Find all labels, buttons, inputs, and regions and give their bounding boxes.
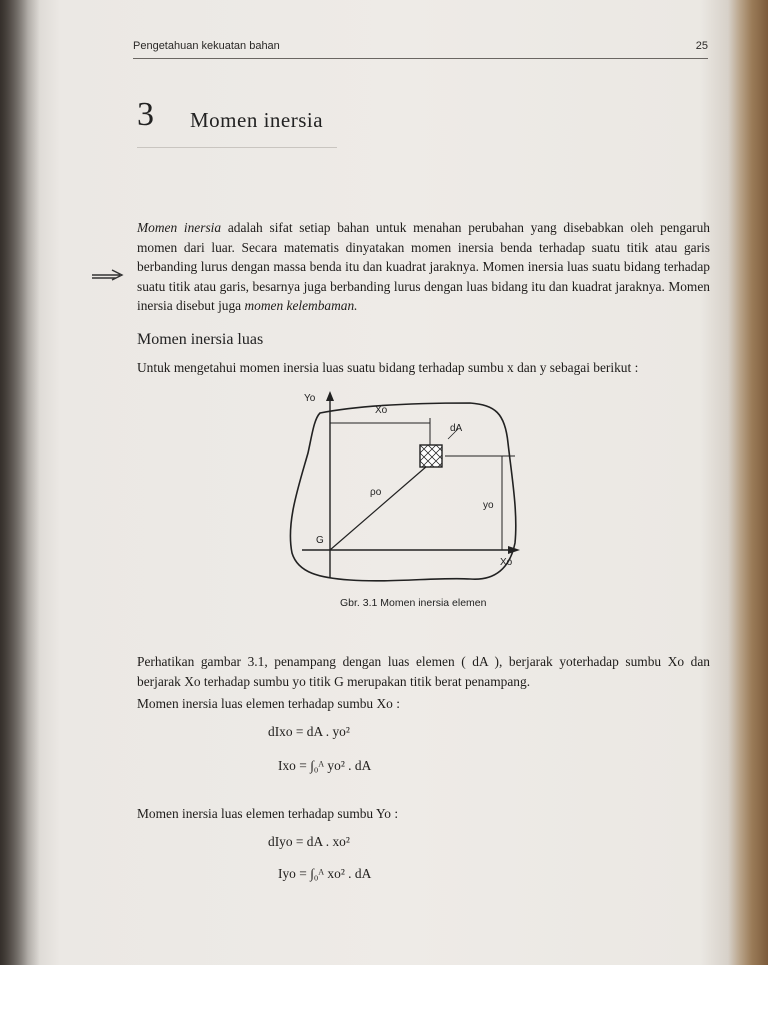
body-paragraph-3: Momen inersia luas elemen terhadap sumbu Yo : (137, 806, 399, 821)
section-lead: Untuk mengetahui momen inersia luas suatu bidang terhadap sumbu x dan y sebagai berikut : (137, 360, 639, 375)
formula-ixo: Ixo = ∫₀ᴬ yo² . dA (278, 758, 372, 773)
label-da: dA (450, 423, 463, 434)
chapter-title: Momen inersia (190, 108, 324, 132)
body-paragraph-1: Perhatikan gambar 3.1, penampang dengan luas elemen ( dA ), berjarak yoterhadap sumbu Xo dan berjarak Xo terhadap sumbu yo titik G merupakan titik berat penampang. (137, 654, 710, 689)
rho-line (330, 466, 427, 550)
chapter-number: 3 (137, 96, 154, 133)
page-bottom-margin (0, 965, 768, 1024)
y-axis-arrow-icon (326, 391, 334, 401)
spine-shadow (0, 0, 40, 965)
label-xo-dim: Xo (375, 405, 388, 416)
running-header-title: Pengetahuan kekuatan bahan (133, 40, 280, 52)
moment-of-inertia-diagram (280, 383, 530, 593)
page-number: 25 (695, 40, 708, 52)
label-rho: ρo (370, 487, 382, 498)
formula-dixo: dIxo = dA . yo² (268, 724, 350, 739)
handwritten-arrow-icon (90, 268, 126, 282)
body-paragraph-2: Momen inersia luas elemen terhadap sumbu Xo : (137, 696, 400, 711)
cross-section-outline (290, 403, 515, 581)
section-heading: Momen inersia luas (137, 331, 264, 348)
label-g: G (316, 535, 324, 546)
header-rule (133, 58, 708, 59)
intro-paragraph (137, 218, 710, 316)
label-yo-dim: yo (483, 500, 494, 511)
intro-term: Momen inersia (137, 220, 222, 235)
intro-text: adalah sifat setiap bahan untuk menahan perubahan yang disebabkan oleh pengaruh momen dari luar. Secara matematis dinyatakan momen inersia benda terhadap suatu titik atau garis berbanding lurus dengan massa benda itu dan kuadrat jaraknya. Momen inersia luas suatu bidang terhadap suatu titik atau garis, besarnya juga berbanding lurus dengan luas bidang itu dan kuadrat jaraknya. Momen inersia disebut juga (137, 220, 710, 313)
intro-term-2: momen kelembaman. (244, 298, 358, 313)
label-yo-axis: Yo (304, 393, 316, 404)
chapter-underline (137, 147, 337, 148)
formula-diyo: dIyo = dA . xo² (268, 834, 350, 849)
running-header (133, 40, 708, 56)
label-xo-axis: Xo (500, 557, 513, 568)
formula-iyo: Iyo = ∫₀ᴬ xo² . dA (278, 866, 372, 881)
figure-caption: Gbr. 3.1 Momen inersia elemen (340, 597, 487, 609)
